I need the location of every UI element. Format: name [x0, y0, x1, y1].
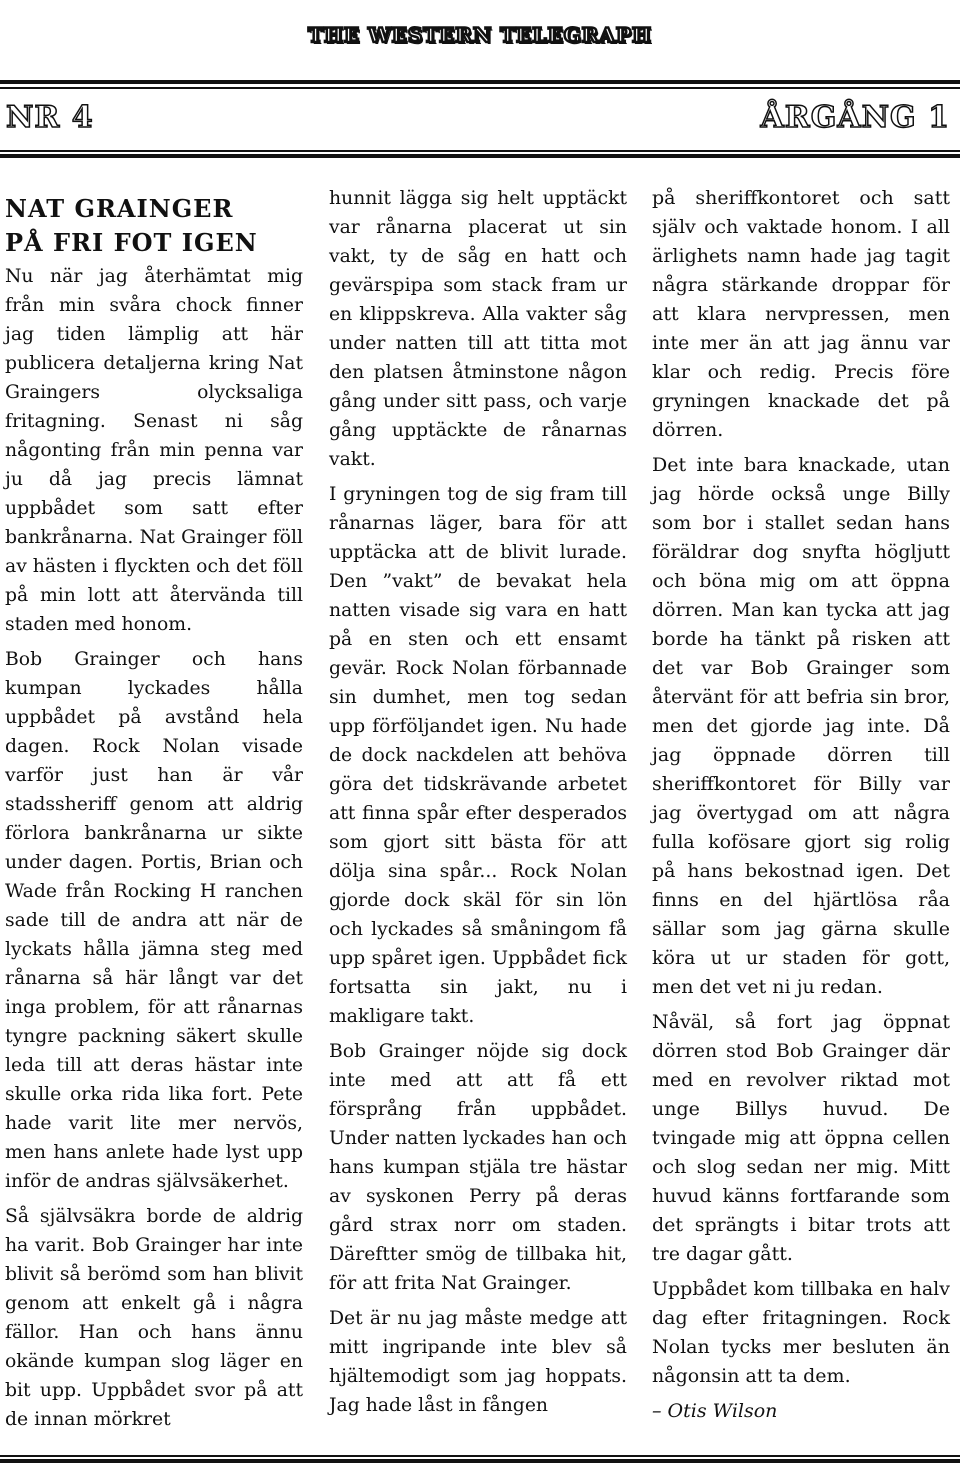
article-paragraph: Nu när jag återhämtat mig från min svåra chock finner jag tiden lämplig att här publicera detaljerna kring Nat Graingers olycksaliga fritagning. Senast ni såg någonting från min penna var ju då jag precis lämnat uppbådet som satt efter bankrånarna. Nat Grainger föll av hästen i flyckten och det föll på min lott att återvända till staden med honom. [5, 266, 303, 635]
volume-label: ÅRGÅNG 1 [760, 100, 950, 135]
masthead-rule-thin [0, 87, 960, 89]
newspaper-title: THE WESTERN TELEGRAPH [308, 23, 652, 47]
article-paragraph: på sheriffkontoret och satt själv och vaktade honom. I all ärlighets namn hade jag tagit några stärkande droppar för att klara nervpressen, men inte mer än att jag ännu var klar och redig. Precis före gryningen knackade det på dörren. [652, 187, 950, 441]
article-paragraph: Bob Grainger nöjde sig dock inte med att att få ett försprång från uppbådet. Under natten lyckades han och hans kumpan stjäla tre hästar av syskonen Perry på deras gård strax norr om staden. Däreftter smög de tillbaka hit, för att frita Nat Grainger. [329, 1041, 627, 1294]
article-column-3 [652, 184, 950, 1426]
article-paragraph: I gryningen tog de sig fram till rånarnas läger, bara för att upptäcka att de blivit lurade. Den ”vakt” de bevakat hela natten visade sig vara en hatt på en sten och ett ensamt gevär. Rock Nolan förbannade sin dumhet, men tog sedan upp förföljandet igen. Nu hade de dock nackdelen att behöva göra det tidskrävande arbetet att finna spår efter desperados som gjort sitt bästa för att dölja sina spår... Rock Nolan gjorde dock skäl för sin lön och lyckades så småningom få upp spåret igen. Uppbådet fick fortsatta sin jakt, nu i makligare takt. [329, 484, 627, 1027]
issue-rule-thick [0, 154, 960, 158]
masthead-rule-top [0, 80, 960, 84]
article-paragraph: Det är nu jag måste medge att mitt ingripande inte blev så hjältemodigt som jag hoppats. Jag hade låst in fången [329, 1308, 627, 1416]
article-paragraph: hunnit lägga sig helt upptäckt var rånarna placerat ut sin vakt, ty de såg en hatt och gevärspipa som stack fram ur en klippskreva. Alla vakter såg under natten till att titta mot den platsen åtminstone någon gång under sitt pass, och varje gång upptäckte de rånarnas vakt. [329, 188, 627, 470]
author-signature: – Otis Wilson [652, 1400, 778, 1422]
issue-number: NR 4 [6, 100, 94, 135]
article-headline-line-1: NAT GRAINGER [5, 194, 234, 223]
article-paragraph: Så självsäkra borde de aldrig ha varit. Bob Grainger har inte blivit så berömd som han blivit genom att enkelt gå i några fällor. Han och hans ännu okände kumpan slog läger en bit upp. Uppbådet svor på att de innan mörkret [5, 1206, 303, 1430]
footer-rule-thick [0, 1459, 960, 1463]
article-headline-line-2: PÅ FRI FOT IGEN [5, 228, 258, 257]
article-paragraph: Det inte bara knackade, utan jag hörde också unge Billy som bor i stallet sedan hans föräldrar dog snyfta högljutt och böna mig om att öppna dörren. Man kan tycka att jag borde ha tänkt på risken att det var Bob Grainger som återvänt för att befria sin bror, men det gjorde jag inte. Då jag öppnade dörren till sheriffkontoret för Billy var jag övertygad om att några fulla kofösare gjort sig rolig på hans bekostnad igen. Det finns en del hjärtlösa råa sällar som jag gärna skulle köra ut ur staden för gott, men det vet ni ju redan. [652, 454, 950, 998]
article-paragraph: Bob Grainger och hans kumpan lyckades hålla uppbådet på avstånd hela dagen. Rock Nolan visade varför just han är vår stadssheriff genom att aldrig förlora bankrånarna ur sikte under dagen. Portis, Brian och Wade från Rocking H ranchen sade till de andra att när de lyckats hålla jämna steg med rånarna så här långt var det inga problem, för att rånarnas tyngre packning säkert skulle leda till att deras hästar inte skulle orka rida lika fort. Pete hade varit lite mer nervös, men hans anlete hade lyst upp inför de andras självsäkerhet. [5, 649, 303, 1192]
article-paragraph: Nåväl, så fort jag öppnat dörren stod Bob Grainger där med en revolver riktad mot unge Billys huvud. De tvingade mig att öppna cellen och slog sedan ner mig. Mitt huvud känns fortfarande som det sprängts i bitar trots att tre dagar gått. [652, 1011, 950, 1265]
issue-rule-thin [0, 150, 960, 152]
masthead [0, 0, 960, 72]
article-paragraph: Uppbådet kom tillbaka en halv dag efter fritagningen. Rock Nolan tycks mer besluten än någonsin att ta dem. [652, 1278, 950, 1387]
footer-rule-thin [0, 1455, 960, 1457]
article-column-2 [329, 184, 627, 1426]
issue-row [0, 96, 960, 144]
article-column-1 [5, 190, 303, 1440]
